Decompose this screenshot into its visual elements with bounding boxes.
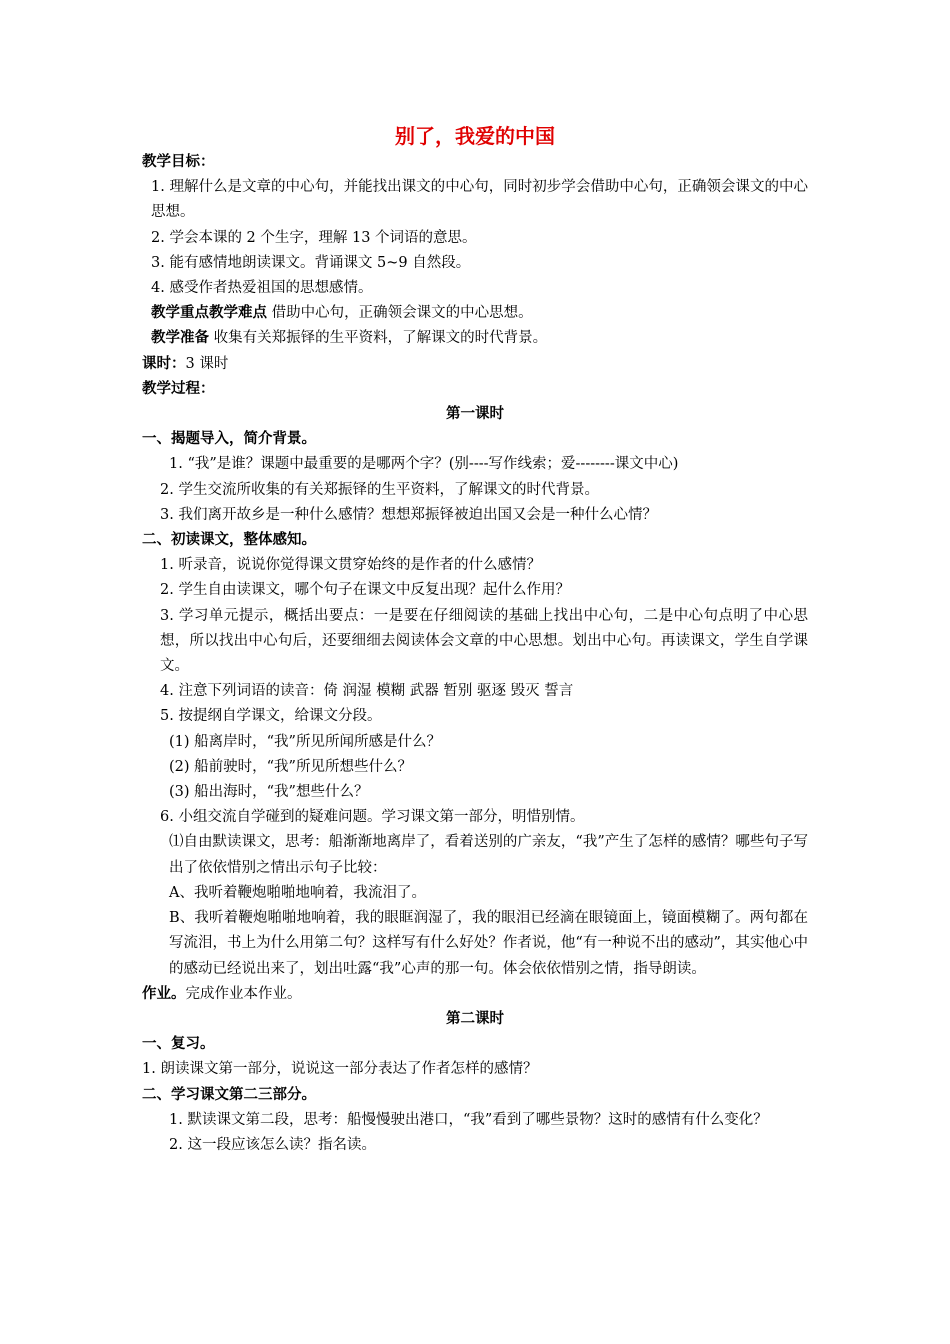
preparation-label: 教学准备 [151,330,209,347]
outline-item: (2) 船前驶时，“我”所见所想些什么？ [169,758,412,775]
preparation-row [142,326,808,351]
preparation-text: 收集有关郑振铎的生平资料，了解课文的时代背景。 [209,330,548,347]
key-points-text: 借助中心句，正确领会课文的中心思想。 [267,305,533,322]
list-item: 2. 学生交流所收集的有关郑振铎的生平资料，了解课文的时代背景。 [160,481,599,498]
page-title: 别了，我爱的中国 [395,124,555,148]
list-item: 6. 小组交流自学碰到的疑难问题。学习课文第一部分，明惜别情。 [160,809,585,826]
homework-row [142,982,808,1007]
list-item: 5. 按提纲自学课文，给课文分段。 [160,708,382,725]
key-points-label: 教学重点教学难点 [151,305,267,322]
process-heading: 教学过程： [142,380,215,397]
list-item: 1. 朗读课文第一部分，说说这一部分表达了作者怎样的感情？ [142,1061,538,1078]
outline-item: (3) 船出海时，“我”想些什么？ [169,784,369,801]
list-item: 1. 默读课文第二段，思考：船慢慢驶出港口，“我”看到了哪些景物？这时的感情有什么变化？ [169,1111,768,1128]
objective-item: 3. 能有感情地朗读课文。背诵课文 5~9 自然段。 [151,254,471,271]
objectives-heading: 教学目标： [142,154,215,170]
list-item: 3. 我们离开故乡是一种什么感情？想想郑振铎被迫出国又会是一种什么心情？ [160,506,657,523]
list-item: 4. 注意下列词语的读音：倚 润湿 模糊 武器 暂别 驱逐 毁灭 誓言 [160,683,574,700]
homework-label: 作业。 [142,985,186,1002]
sentence-b: B、我听着鞭炮啪啪地响着，我的眼眶润湿了，我的眼泪已经滴在眼镜面上，镜面模糊了。两句都在写流泪，书上为什么用第二句？这样写有什么好处？作者说，他“有一种说不出的感动”，其实他心中的感动已经说出来了，划出吐露“我”心声的那一句。体会依依惜别之情，指导朗读。 [169,910,808,977]
section-heading: 二、初读课文，整体感知。 [142,532,316,549]
outline-item: (1) 船离岸时，“我”所见所闻所感是什么？ [169,733,441,750]
objective-item: 4. 感受作者热爱祖国的思想感情。 [151,280,373,297]
list-item: 1. “我”是谁？课题中最重要的是哪两个字？(别----写作线索；爱--------课文中心) [169,456,679,473]
lesson2-heading: 第二课时 [446,1010,504,1027]
class-hours-label: 课时： [142,355,186,372]
key-points-row [142,301,808,326]
section-heading: 一、复习。 [142,1036,215,1053]
list-item: 1. 听录音，说说你觉得课文贯穿始终的是作者的什么感情？ [160,557,541,574]
sub-item: ⑴自由默读课文，思考：船渐渐地离岸了，看着送别的广亲友，“我”产生了怎样的感情？哪些句子写出了依依惜别之情出示句子比较： [169,834,808,876]
lesson1-heading: 第一课时 [446,406,504,423]
class-hours-row [142,352,808,377]
list-item: 2. 这一段应该怎么读？指名读。 [169,1136,376,1153]
objective-item: 1. 理解什么是文章的中心句，并能找出课文的中心句，同时初步学会借助中心句，正确领会课文的中心思想。 [151,179,808,221]
class-hours-text: 3 课时 [185,355,229,372]
sentence-a: A、我听着鞭炮啪啪地响着，我流泪了。 [169,884,426,901]
objective-item: 2. 学会本课的 2 个生字，理解 13 个词语的意思。 [151,229,477,246]
homework-text: 完成作业本作业。 [185,985,302,1002]
section-heading: 一、揭题导入，简介背景。 [142,431,316,448]
list-item: 3. 学习单元提示，概括出要点：一是要在仔细阅读的基础上找出中心句，二是中心句点明了中心思想，所以找出中心句后，还要细细去阅读体会文章的中心思想。划出中心句。再读课文，学生自学课文。 [160,607,808,675]
section-heading: 二、学习课文第二三部分。 [142,1086,316,1103]
list-item: 2. 学生自由读课文，哪个句子在课文中反复出现？起什么作用？ [160,582,570,599]
